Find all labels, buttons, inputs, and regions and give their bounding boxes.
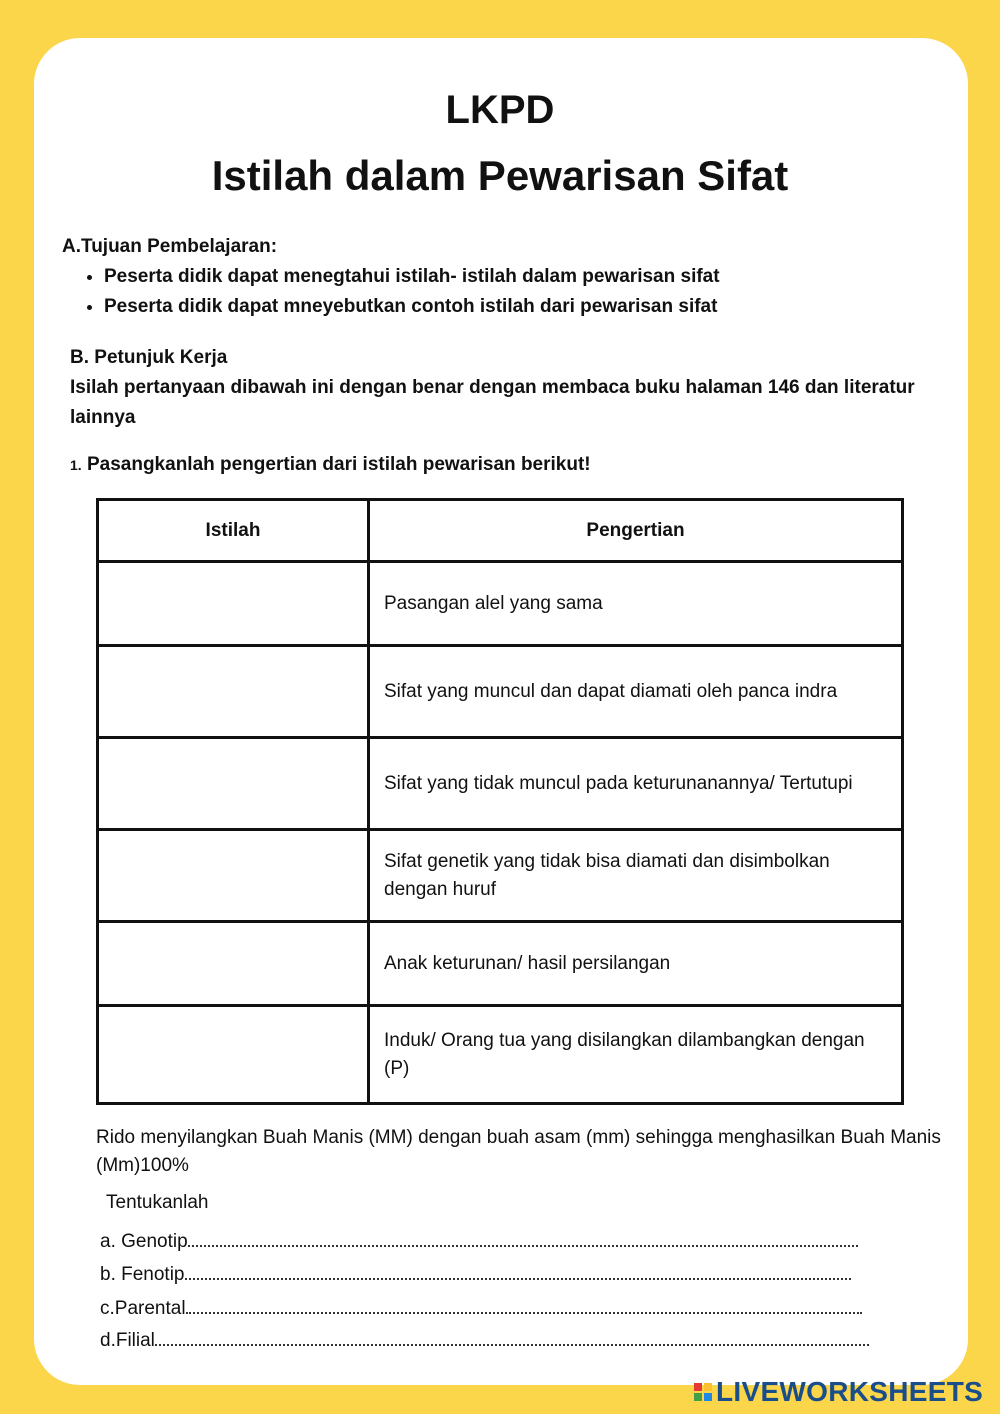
section-a-heading: A.Tujuan Pembelajaran: <box>62 236 278 257</box>
answer-filial <box>100 1326 869 1352</box>
question-1 <box>70 454 591 476</box>
answer-label: c.Parental <box>100 1298 186 1319</box>
answer-blank[interactable] <box>188 1227 858 1247</box>
logo-grid-icon <box>694 1383 712 1401</box>
page-title: LKPD <box>445 88 555 132</box>
answer-label: a. Genotip <box>100 1231 188 1252</box>
answer-blank[interactable] <box>185 1260 851 1280</box>
answer-fenotip <box>100 1260 851 1286</box>
istilah-answer-cell[interactable] <box>98 738 369 830</box>
question-number: 1. <box>70 457 82 473</box>
instruction-text: Isilah pertanyaan dibawah ini dengan benar dengan membaca buku halaman 146 dan literatur lainnya <box>70 377 915 428</box>
matching-table <box>96 498 904 1105</box>
liveworksheets-logo <box>694 1374 983 1410</box>
answer-label: d.Filial <box>100 1330 155 1351</box>
istilah-answer-cell[interactable] <box>98 830 369 922</box>
scenario-prompt: Tentukanlah <box>106 1192 209 1213</box>
pengertian-cell: Sifat genetik yang tidak bisa diamati dan disimbolkan dengan huruf <box>369 830 903 922</box>
answer-blank[interactable] <box>155 1326 869 1346</box>
column-header-istilah: Istilah <box>98 500 369 562</box>
table-header-row <box>98 500 903 562</box>
pengertian-cell: Induk/ Orang tua yang disilangkan dilambangkan dengan (P) <box>369 1006 903 1104</box>
column-header-pengertian: Pengertian <box>369 500 903 562</box>
section-b-heading: B. Petunjuk Kerja <box>70 347 228 368</box>
istilah-answer-cell[interactable] <box>98 646 369 738</box>
objective-item: • Peserta didik dapat mneyebutkan contoh istilah dari pewarisan sifat <box>104 292 720 322</box>
table-row <box>98 922 903 1006</box>
pengertian-cell: Pasangan alel yang sama <box>369 562 903 646</box>
istilah-answer-cell[interactable] <box>98 562 369 646</box>
objective-item: • Peserta didik dapat menegtahui istilah- istilah dalam pewarisan sifat <box>104 262 720 292</box>
logo-text: LIVEWORKSHEETS <box>716 1376 984 1407</box>
table-row <box>98 646 903 738</box>
pengertian-cell: Sifat yang muncul dan dapat diamati oleh panca indra <box>369 646 903 738</box>
answer-label: b. Fenotip <box>100 1264 185 1285</box>
scenario-text: Rido menyilangkan Buah Manis (MM) dengan buah asam (mm) sehingga menghasilkan Buah Manis (Mm)100% <box>96 1127 941 1176</box>
answer-parental <box>100 1294 862 1320</box>
objectives-list <box>82 262 720 322</box>
answer-genotip <box>100 1227 858 1253</box>
answer-blank[interactable] <box>186 1294 862 1314</box>
question-text: Pasangkanlah pengertian dari istilah pewarisan berikut! <box>86 454 591 475</box>
pengertian-cell: Sifat yang tidak muncul pada keturunanannya/ Tertutupi <box>369 738 903 830</box>
table-row <box>98 1006 903 1104</box>
table-row <box>98 738 903 830</box>
istilah-answer-cell[interactable] <box>98 1006 369 1104</box>
page-subtitle: Istilah dalam Pewarisan Sifat <box>211 152 789 199</box>
table-row <box>98 830 903 922</box>
istilah-answer-cell[interactable] <box>98 922 369 1006</box>
pengertian-cell: Anak keturunan/ hasil persilangan <box>369 922 903 1006</box>
table-row <box>98 562 903 646</box>
